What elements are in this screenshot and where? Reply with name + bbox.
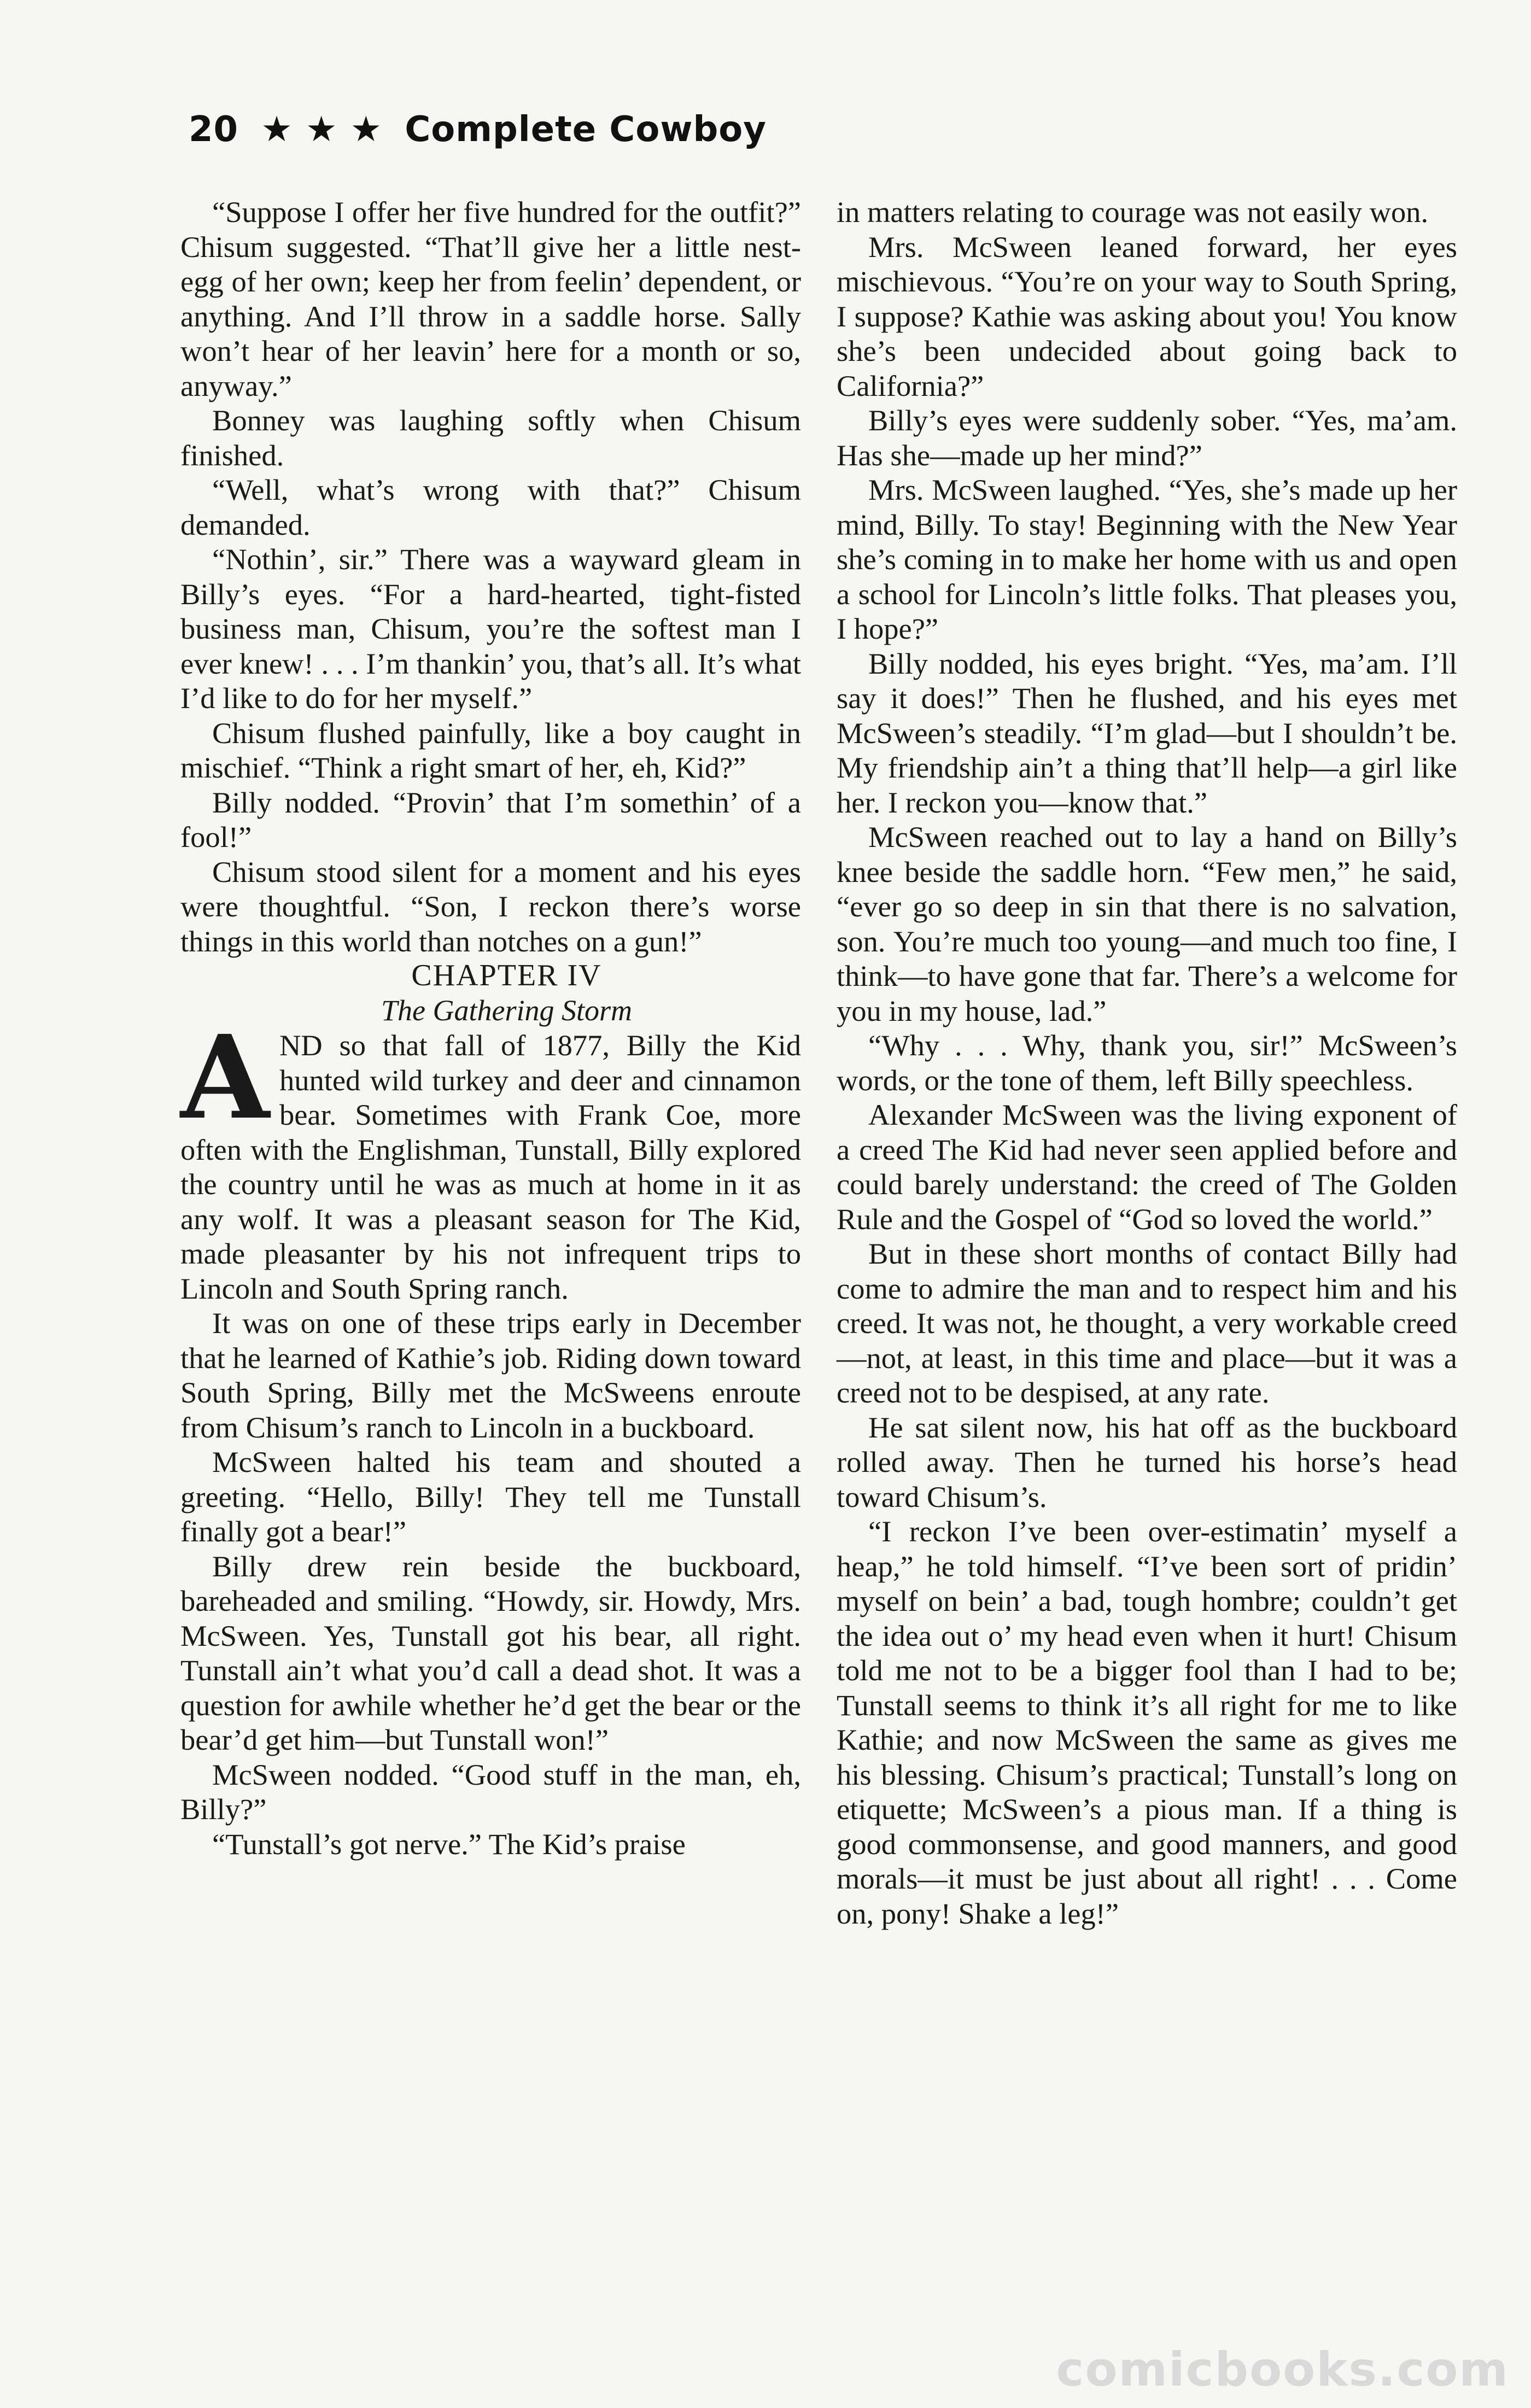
left-column [180, 195, 801, 1861]
paragraph: Billy drew rein beside the buckboard, bareheaded and smiling. “Howdy, sir. Howdy, Mrs. McSween. Yes, Tunstall got his bear, all right. Tunstall ain’t what you’d call a dead shot. It was a question for awhile whether he’d get the bear or the bear’d get him—but Tunstall won!” [180, 1549, 801, 1756]
paragraph: “Why . . . Why, thank you, sir!” McSween’s words, or the tone of them, left Billy speechless. [837, 1028, 1457, 1097]
paragraph: “Nothin’, sir.” There was a wayward gleam in Billy’s eyes. “For a hard-hearted, tight-fisted business man, Chisum, you’re the softest man I ever knew! . . . I’m thankin’ you, that’s all. It’s what I’d like to do for her myself.” [180, 542, 801, 715]
paragraph: “Well, what’s wrong with that?” Chisum demanded. [180, 473, 801, 541]
chapter-heading: CHAPTER IV [411, 958, 602, 992]
paragraph: Alexander McSween was the living exponent of a creed The Kid had never seen applied before and could barely understand: the creed of The Golden Rule and the Gospel of “God so loved the world.” [837, 1098, 1457, 1236]
watermark: comicbooks.com [1056, 2342, 1509, 2397]
page-header [189, 109, 767, 150]
magazine-title: Complete Cowboy [405, 109, 767, 150]
paragraph: He sat silent now, his hat off as the buckboard rolled away. Then he turned his horse’s head toward Chisum’s. [837, 1410, 1457, 1513]
paragraph: McSween nodded. “Good stuff in the man, eh, Billy?” [180, 1757, 801, 1826]
page-number: 20 [189, 109, 239, 150]
paragraph: Chisum stood silent for a moment and his eyes were thoughtful. “Son, I reckon there’s worse things in this world than notches on a gun!” [180, 855, 801, 958]
paragraph: “Suppose I offer her five hundred for the outfit?” Chisum suggested. “That’ll give her a little nest-egg of her own; keep her from feelin’ dependent, or anything. And I’ll throw in a saddle horse. Sally won’t hear of her leavin’ here for a month or so, anyway.” [180, 195, 801, 402]
continued-paragraph: in matters relating to courage was not easily won. [837, 195, 1429, 229]
paragraph: Billy nodded. “Provin’ that I’m somethin’ of a fool!” [180, 785, 801, 854]
paragraph: Billy nodded, his eyes bright. “Yes, ma’am. I’ll say it does!” Then he flushed, and his eyes met McSween’s steadily. “I’m glad—but I shouldn’t be. My friendship ain’t a thing that’ll help—a girl like her. I reckon you—know that.” [837, 646, 1457, 819]
paragraph: McSween reached out to lay a hand on Billy’s knee beside the saddle horn. “Few men,” he said, “ever go so deep in sin that there is no salvation, son. You’re much too young—and much too fine, I think—to have gone that far. There’s a welcome for you in my house, lad.” [837, 820, 1457, 1027]
paragraph: Bonney was laughing softly when Chisum finished. [180, 404, 801, 472]
paragraph: Mrs. McSween leaned forward, her eyes mischievous. “You’re on your way to South Spring, I suppose? Kathie was asking about you! You know she’s been undecided about going back to California?” [837, 230, 1457, 402]
paragraph: McSween halted his team and shouted a greeting. “Hello, Billy! They tell me Tunstall finally got a bear!” [180, 1445, 801, 1548]
right-column [837, 195, 1457, 1931]
paragraph: “Tunstall’s got nerve.” The Kid’s praise [212, 1827, 686, 1861]
paragraph: Chisum flushed painfully, like a boy caught in mischief. “Think a right smart of her, eh, Kid?” [180, 716, 801, 784]
opening-text: ND so that fall of 1877, Billy the Kid hunted wild turkey and deer and cinnamon bear. Sometimes with Frank Coe, more often with the Englishman, Tunstall, Billy explored the country until he was as much at home in it as any wolf. It was a pleasant season for The Kid, made pleasanter by his not infrequent trips to Lincoln and South Spring ranch. [180, 1028, 801, 1305]
paragraph: It was on one of these trips early in December that he learned of Kathie’s job. Riding down toward South Spring, Billy met the McSweens enroute from Chisum’s ranch to Lincoln in a buckboard. [180, 1306, 801, 1444]
chapter-title: The Gathering Storm [381, 993, 632, 1027]
paragraph: But in these short months of contact Billy had come to admire the man and to respect him and his creed. It was not, he thought, a very workable creed—not, at least, in this time and place—but it was a creed not to be despised, at any rate. [837, 1237, 1457, 1409]
paragraph: Mrs. McSween laughed. “Yes, she’s made up her mind, Billy. To stay! Beginning with the New Year she’s coming in to make her home with us and open a school for Lincoln’s little folks. That pleases you, I hope?” [837, 473, 1457, 645]
paragraph: Billy’s eyes were suddenly sober. “Yes, ma’am. Has she—made up her mind?” [837, 404, 1457, 472]
drop-cap: A [180, 1010, 270, 1145]
paragraph: “I reckon I’ve been over-estimatin’ myself a heap,” he told himself. “I’ve been sort of pridin’ myself on bein’ a bad, tough hombre; couldn’t get the idea out o’ my head even when it hurt! Chisum told me not to be a bigger fool than I had to be; Tunstall seems to think it’s all right for me to like Kathie; and now McSween the same as gives me his blessing. Chisum’s practical; Tunstall’s long on etiquette; McSween’s a pious man. If a thing is good commonsense, and good manners, and good morals—it must be just about all right! . . . Come on, pony! Shake a leg!” [837, 1515, 1457, 1930]
star-ornaments: ★ ★ ★ [261, 109, 383, 150]
